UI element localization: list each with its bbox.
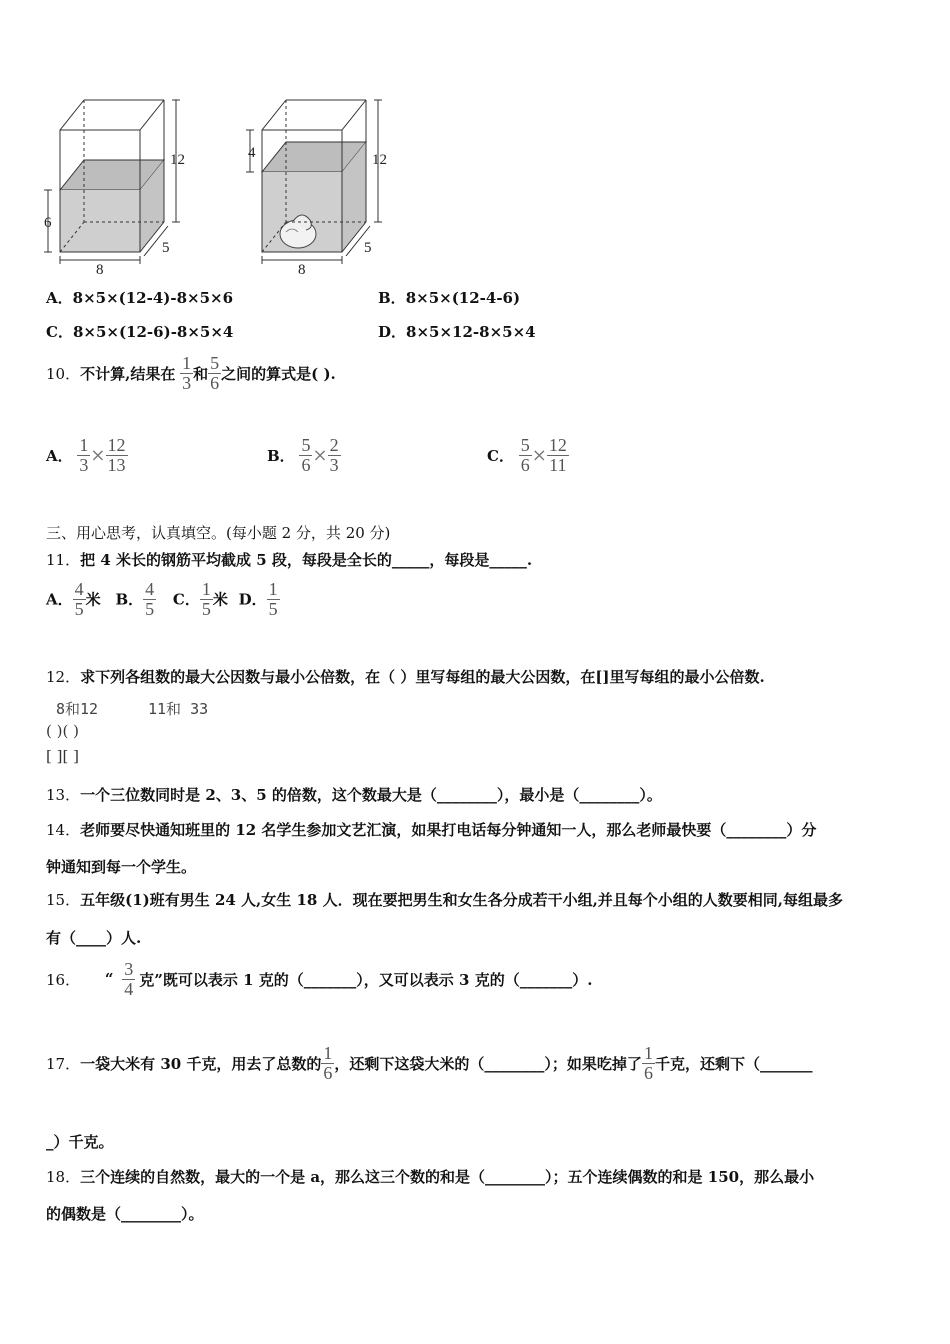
q18-number: 18． (46, 1168, 81, 1186)
q18-line-1 (46, 1166, 814, 1187)
q13 (46, 784, 662, 805)
q9-option-c-text: 8×5×(12-6)-8×5×4 (72, 323, 234, 341)
q10-option-a-op: × (90, 444, 106, 466)
q11-option-a[interactable]: A． $\frac{4}{5}$ 米 (46, 579, 101, 619)
fig1-height-label: 12 (170, 152, 185, 168)
fig2-depth-label: 5 (364, 240, 372, 256)
q9-option-d-text: 8×5×12-8×5×4 (406, 323, 536, 341)
q14-text-1: 老师要尽快通知班里的 12 名学生参加文艺汇演，如果打电话每分钟通知一人，那么老师最快要（________）分 (80, 821, 817, 839)
fig1-width-label: 8 (96, 262, 104, 277)
q10-option-b-frac-1: $\frac{5}{6}$ (301, 435, 311, 475)
q10-option-a-frac-2: $\frac{12}{13}$ (107, 435, 126, 475)
q14-line-1 (46, 819, 816, 840)
q10-option-b-label: B． (267, 446, 295, 465)
fig2-width-label: 8 (298, 262, 306, 277)
q10-text-1: 不计算,结果在 (80, 364, 176, 383)
q9-option-a-text: 8×5×(12-4)-8×5×6 (72, 289, 234, 307)
q11-option-d[interactable]: D． $\frac{1}{5}$ (238, 579, 278, 619)
q10-option-c[interactable] (487, 436, 569, 475)
q12-group-1: 8和12 (56, 700, 99, 718)
q10-option-c-frac-1: $\frac{5}{6}$ (520, 435, 530, 475)
q16-text-2: 克”既可以表示 1 克的（_______），又可以表示 3 克的（_______）. (139, 970, 593, 989)
fig1-water-label: 6 (44, 215, 52, 231)
q10-option-c-op: × (531, 444, 547, 466)
q10-number: 10． (46, 364, 81, 383)
q9-option-c-label: C． (46, 323, 73, 341)
q12-text: 求下列各组数的最大公因数与最小公倍数，在（ ）里写每组的最大公因数，在[]里写每组的最小公倍数. (80, 668, 765, 686)
q15-number: 15． (46, 891, 81, 909)
q17-line-1 (46, 1044, 812, 1083)
cuboid-figure-1 (36, 92, 206, 277)
q17-line-2: _）千克。 (46, 1133, 114, 1151)
q14-number: 14． (46, 821, 81, 839)
section-3-title: 三、用心思考，认真填空。(每小题 2 分，共 20 分) (46, 524, 391, 542)
q17-number: 17． (46, 1054, 81, 1073)
fig1-depth-label: 5 (162, 240, 170, 256)
q12-stem (46, 666, 765, 687)
q9-option-b[interactable] (378, 287, 520, 308)
q17-text-1: 一袋大米有 30 千克，用去了总数的 (80, 1054, 322, 1073)
fig2-height-label: 12 (372, 152, 387, 168)
q16-fraction: $\frac{3}{4}$ (124, 959, 134, 999)
q15-text-1: 五年级(1)班有男生 24 人,女生 18 人．现在要把男生和女生各分成若干小组,并且每个小组的人数要相同,每组最多 (80, 891, 844, 909)
fig2-gap-label: 4 (248, 145, 256, 161)
q9-option-b-label: B． (378, 289, 406, 307)
q11-options (46, 580, 280, 619)
q10-option-a-frac-1: $\frac{1}{3}$ (79, 435, 89, 475)
q9-option-b-text: 8×5×(12-4-6) (405, 289, 521, 307)
q16-number: 16． (46, 970, 81, 989)
q18-line-2: 的偶数是（________）。 (46, 1205, 204, 1223)
q11-stem (46, 549, 532, 570)
q17-fraction-2: $\frac{1}{6}$ (643, 1043, 653, 1083)
q11-option-b[interactable]: B． $\frac{4}{5}$ (115, 579, 155, 619)
q10-option-b[interactable] (267, 436, 341, 475)
q11-number: 11． (46, 551, 81, 569)
q12-group-2: 11和 33 (148, 700, 209, 718)
q10-option-c-frac-2: $\frac{12}{11}$ (548, 435, 567, 475)
q10-text-3: 之间的算式是( ). (221, 364, 336, 383)
q13-text: 一个三位数同时是 2、3、5 的倍数，这个数最大是（________），最小是（________）。 (80, 786, 662, 804)
q17-fraction-1: $\frac{1}{6}$ (323, 1043, 333, 1083)
q10-option-a[interactable] (46, 436, 128, 475)
q16-text-1: “ (104, 970, 114, 989)
q14-line-2: 钟通知到每一个学生。 (46, 858, 197, 876)
q13-number: 13． (46, 786, 81, 804)
q9-option-d[interactable] (378, 321, 536, 342)
q16 (46, 960, 592, 999)
q15-line-2: 有（____）人. (46, 929, 142, 947)
cuboid-figure-2 (238, 92, 408, 277)
q10-fraction-1: $\frac{1}{3}$ (182, 353, 192, 393)
q17-text-3: 千克，还剩下（_______ (654, 1054, 813, 1073)
q9-option-a[interactable] (46, 287, 233, 308)
q10-option-b-op: × (312, 444, 328, 466)
q10-option-c-label: C． (487, 446, 514, 465)
q18-text-1: 三个连续的自然数，最大的一个是 a，那么这三个数的和是（________）；五个连续偶数的和是 150，那么最小 (80, 1168, 815, 1186)
q9-option-a-label: A． (46, 289, 73, 307)
q10-text-2: 和 (193, 364, 209, 383)
q10-option-b-frac-2: $\frac{2}{3}$ (329, 435, 339, 475)
q15-line-1 (46, 889, 843, 910)
q12-gcd-blanks[interactable]: ( )( ) (46, 722, 79, 740)
q17-text-2: ，还剩下这袋大米的（________）；如果吃掉了 (334, 1054, 642, 1073)
q11-text: 把 4 米长的钢筋平均截成 5 段，每段是全长的_____，每段是_____. (80, 551, 533, 569)
q9-option-d-label: D． (378, 323, 407, 341)
q11-option-c[interactable]: C． $\frac{1}{5}$ 米 (172, 579, 228, 619)
q10-stem (46, 354, 336, 393)
q12-number: 12． (46, 668, 81, 686)
q10-fraction-2: $\frac{5}{6}$ (210, 353, 220, 393)
q12-lcm-blanks[interactable]: [ ][ ] (46, 747, 79, 765)
q10-option-a-label: A． (46, 446, 73, 465)
q9-option-c[interactable] (46, 321, 233, 342)
